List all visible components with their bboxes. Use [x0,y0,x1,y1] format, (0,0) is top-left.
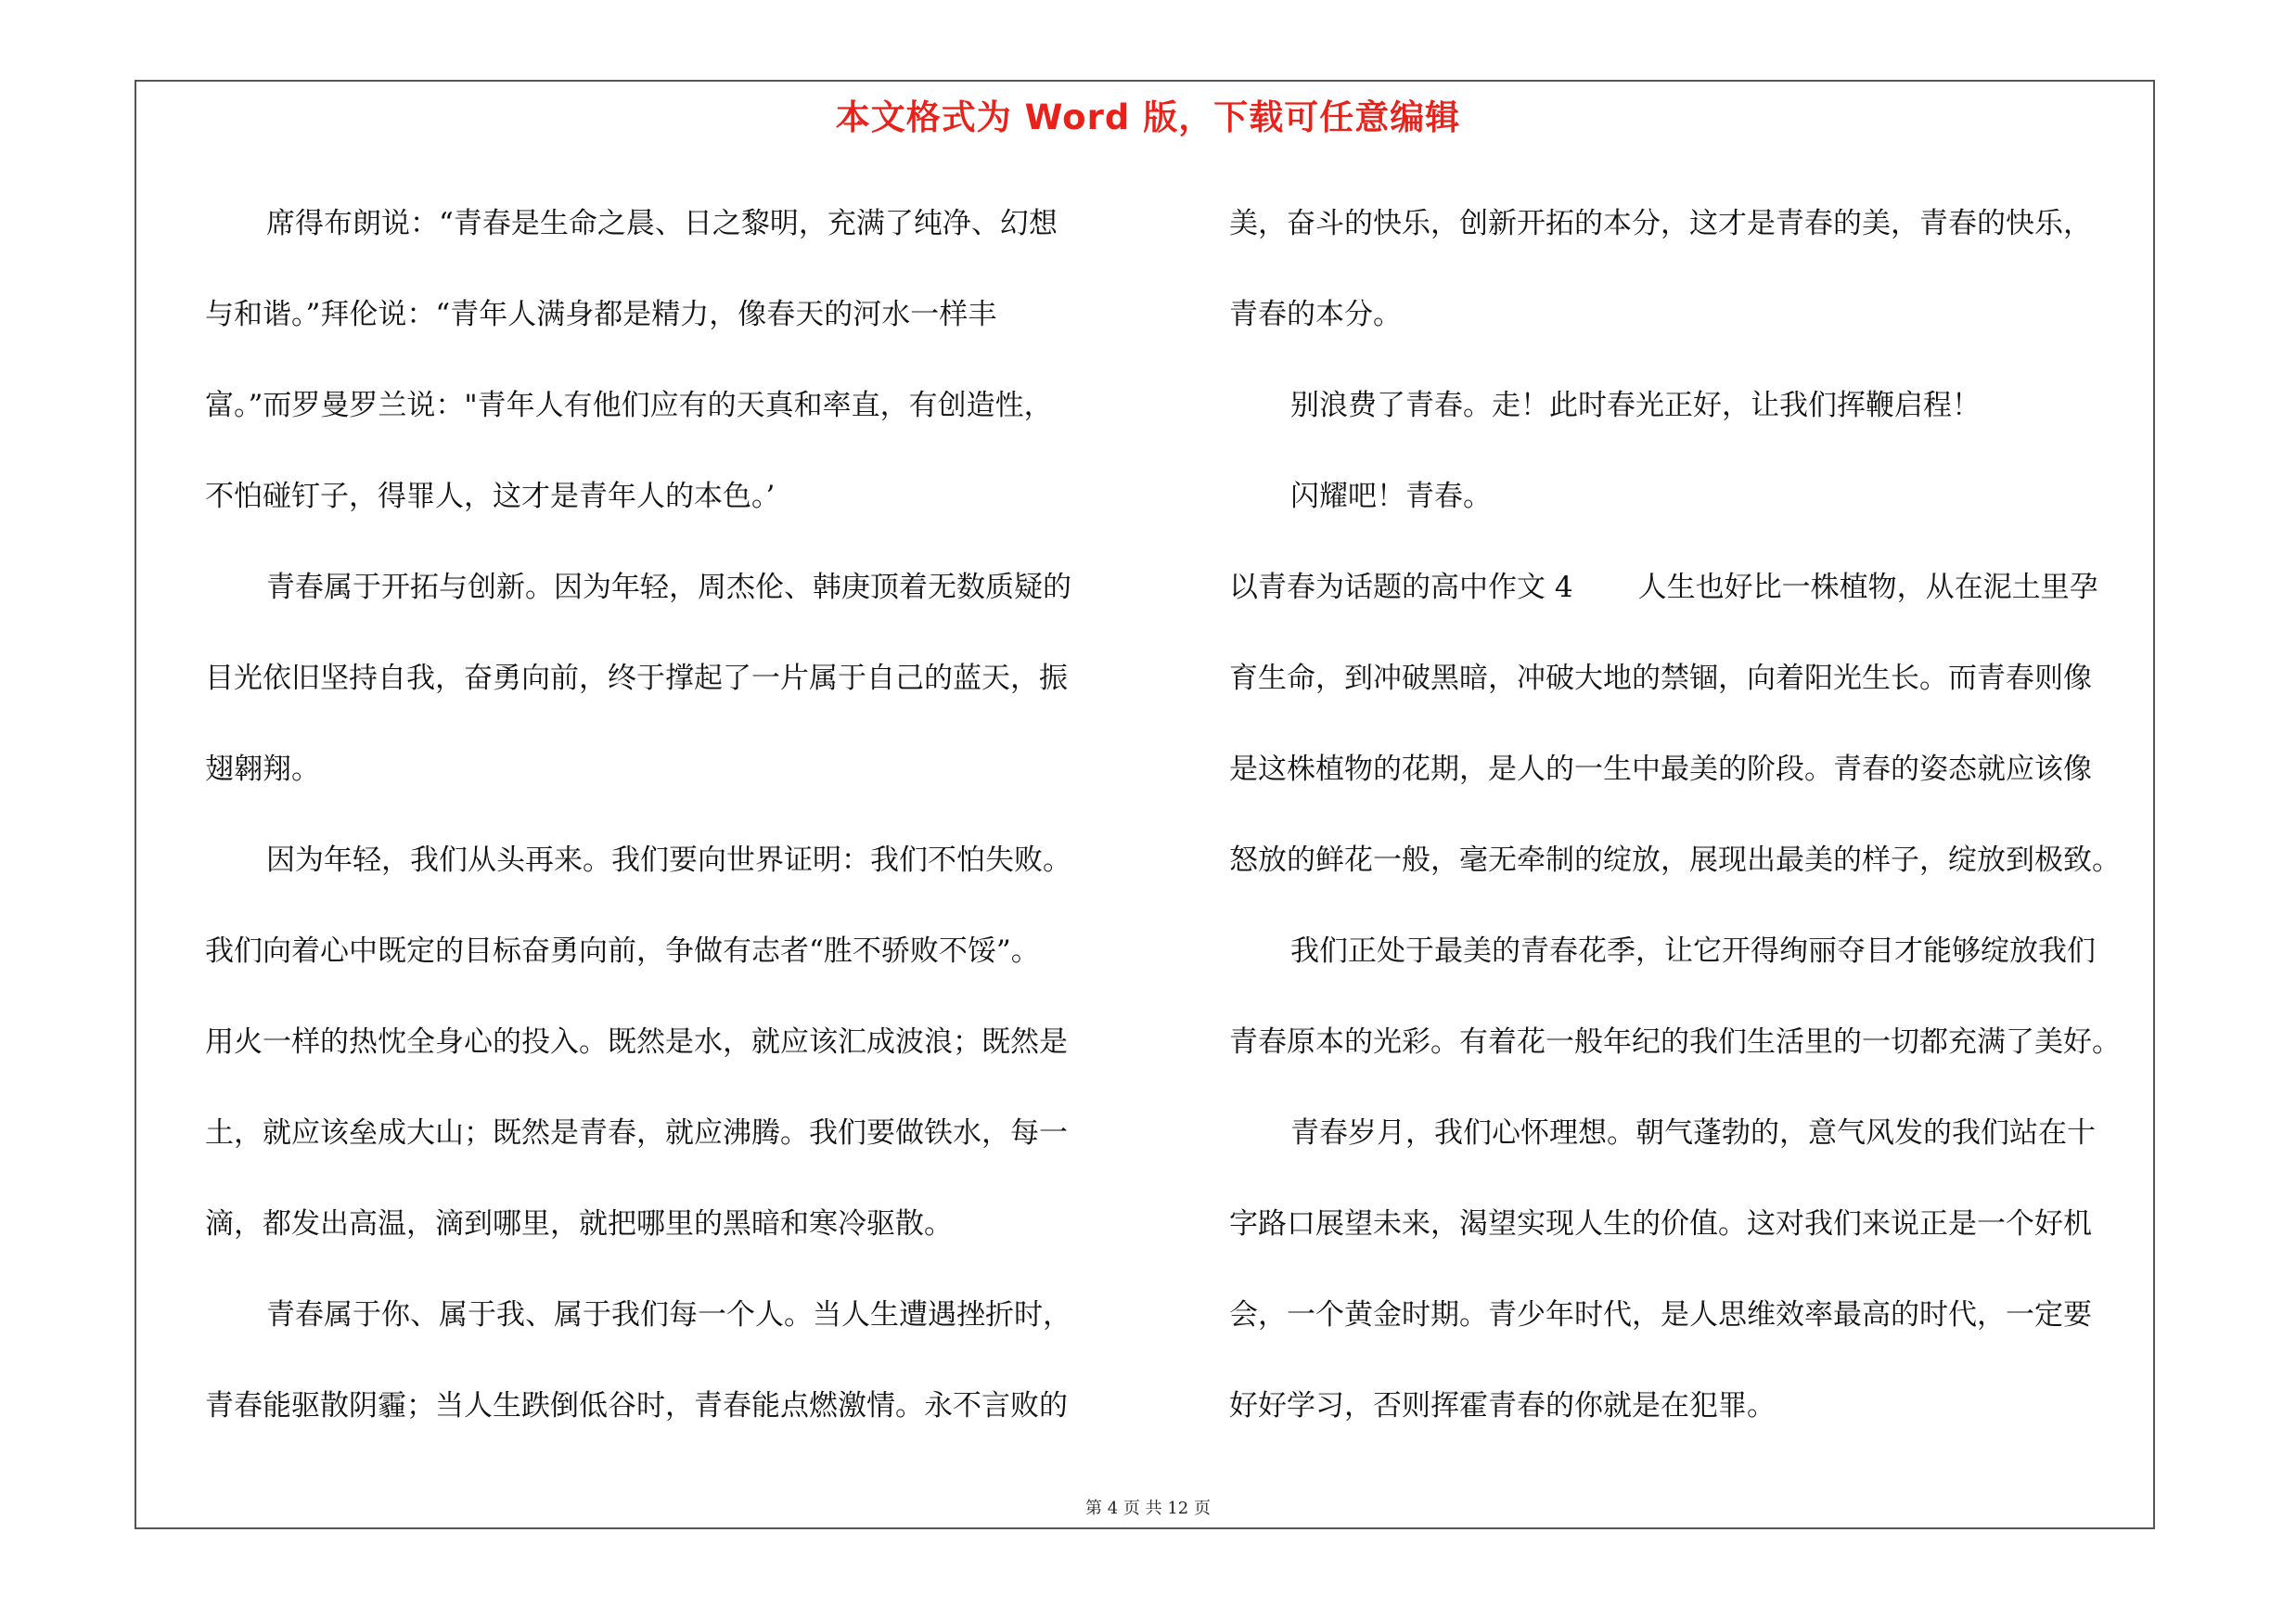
paragraph-line: 青春属于开拓与创新。因为年轻，周杰伦、韩庚顶着无数质疑的 [266,571,1071,604]
paragraph-text: 人生也好比一株植物，从在泥土里孕 [1637,571,2098,604]
page-number-footer: 第 4 页 共 12 页 [1085,1499,1211,1518]
paragraph-line: 翅翱翔。 [205,753,320,786]
paragraph-line: 别浪费了青春。走！此时春光正好，让我们挥鞭启程！ [1290,389,1981,422]
left-text-column [205,178,1133,1451]
paragraph-line: 我们正处于最美的青春花季，让它开得绚丽夺目才能够绽放我们 [1290,934,2096,968]
paragraph-line: 因为年轻，我们从头再来。我们要向世界证明：我们不怕失败。 [266,844,1071,877]
paragraph-line: 育生命，到冲破黑暗，冲破大地的禁锢，向着阳光生长。而青春则像 [1229,662,2092,695]
paragraph-line: 怒放的鲜花一般，毫无牵制的绽放，展现出最美的样子，绽放到极致。 [1229,844,2121,877]
paragraph-line: 席得布朗说：“青春是生命之晨、日之黎明，充满了纯净、幻想 [266,207,1058,240]
paragraph-line: 滴，都发出高温，滴到哪里，就把哪里的黑暗和寒冷驱散。 [205,1207,953,1241]
paragraph-line: 青春能驱散阴霾；当人生跌倒低谷时，青春能点燃激情。永不言败的 [205,1389,1068,1423]
paragraph-line: 字路口展望未来，渴望实现人生的价值。这对我们来说正是一个好机 [1229,1207,2092,1241]
paragraph-line: 美，奋斗的快乐，创新开拓的本分，这才是青春的美，青春的快乐， [1229,207,2092,240]
paragraph-line: 闪耀吧！青春。 [1290,480,1492,513]
paragraph-line: 是这株植物的花期，是人的一生中最美的阶段。青春的姿态就应该像 [1229,753,2092,786]
paragraph-line: 青春属于你、属于我、属于我们每一个人。当人生遭遇挫折时， [266,1298,1071,1332]
paragraph-line: 青春的本分。 [1229,298,1402,331]
paragraph-line: 与和谐。”拜伦说：“青年人满身都是精力，像春天的河水一样丰 [205,298,997,331]
paragraph-line: 富。”而罗曼罗兰说："青年人有他们应有的天真和率直，有创造性， [205,389,1053,422]
paragraph-line: 我们向着心中既定的目标奋勇向前，争做有志者“胜不骄败不馁”。 [205,934,1040,968]
paragraph-line: 不怕碰钉子，得罪人，这才是青年人的本色。’ [205,480,776,513]
essay-heading: 以青春为话题的高中作文 4 [1229,571,1573,604]
paragraph-line: 目光依旧坚持自我，奋勇向前，终于撑起了一片属于自己的蓝天，振 [205,662,1068,695]
right-text-column [1229,178,2166,1451]
essay-heading-line [1229,542,2166,633]
paragraph-line: 会，一个黄金时期。青少年时代，是人思维效率最高的时代，一定要 [1229,1298,2092,1332]
document-header-title: 本文格式为 Word 版，下载可任意编辑 [835,97,1461,137]
paragraph-line: 土，就应该垒成大山；既然是青春，就应沸腾。我们要做铁水，每一 [205,1116,1068,1150]
paragraph-line: 青春原本的光彩。有着花一般年纪的我们生活里的一切都充满了美好。 [1229,1025,2121,1059]
paragraph-line: 青春岁月，我们心怀理想。朝气蓬勃的，意气风发的我们站在十 [1290,1116,2096,1150]
paragraph-line: 用火一样的热忱全身心的投入。既然是水，就应该汇成波浪；既然是 [205,1025,1068,1059]
paragraph-line: 好好学习，否则挥霍青春的你就是在犯罪。 [1229,1389,1776,1423]
